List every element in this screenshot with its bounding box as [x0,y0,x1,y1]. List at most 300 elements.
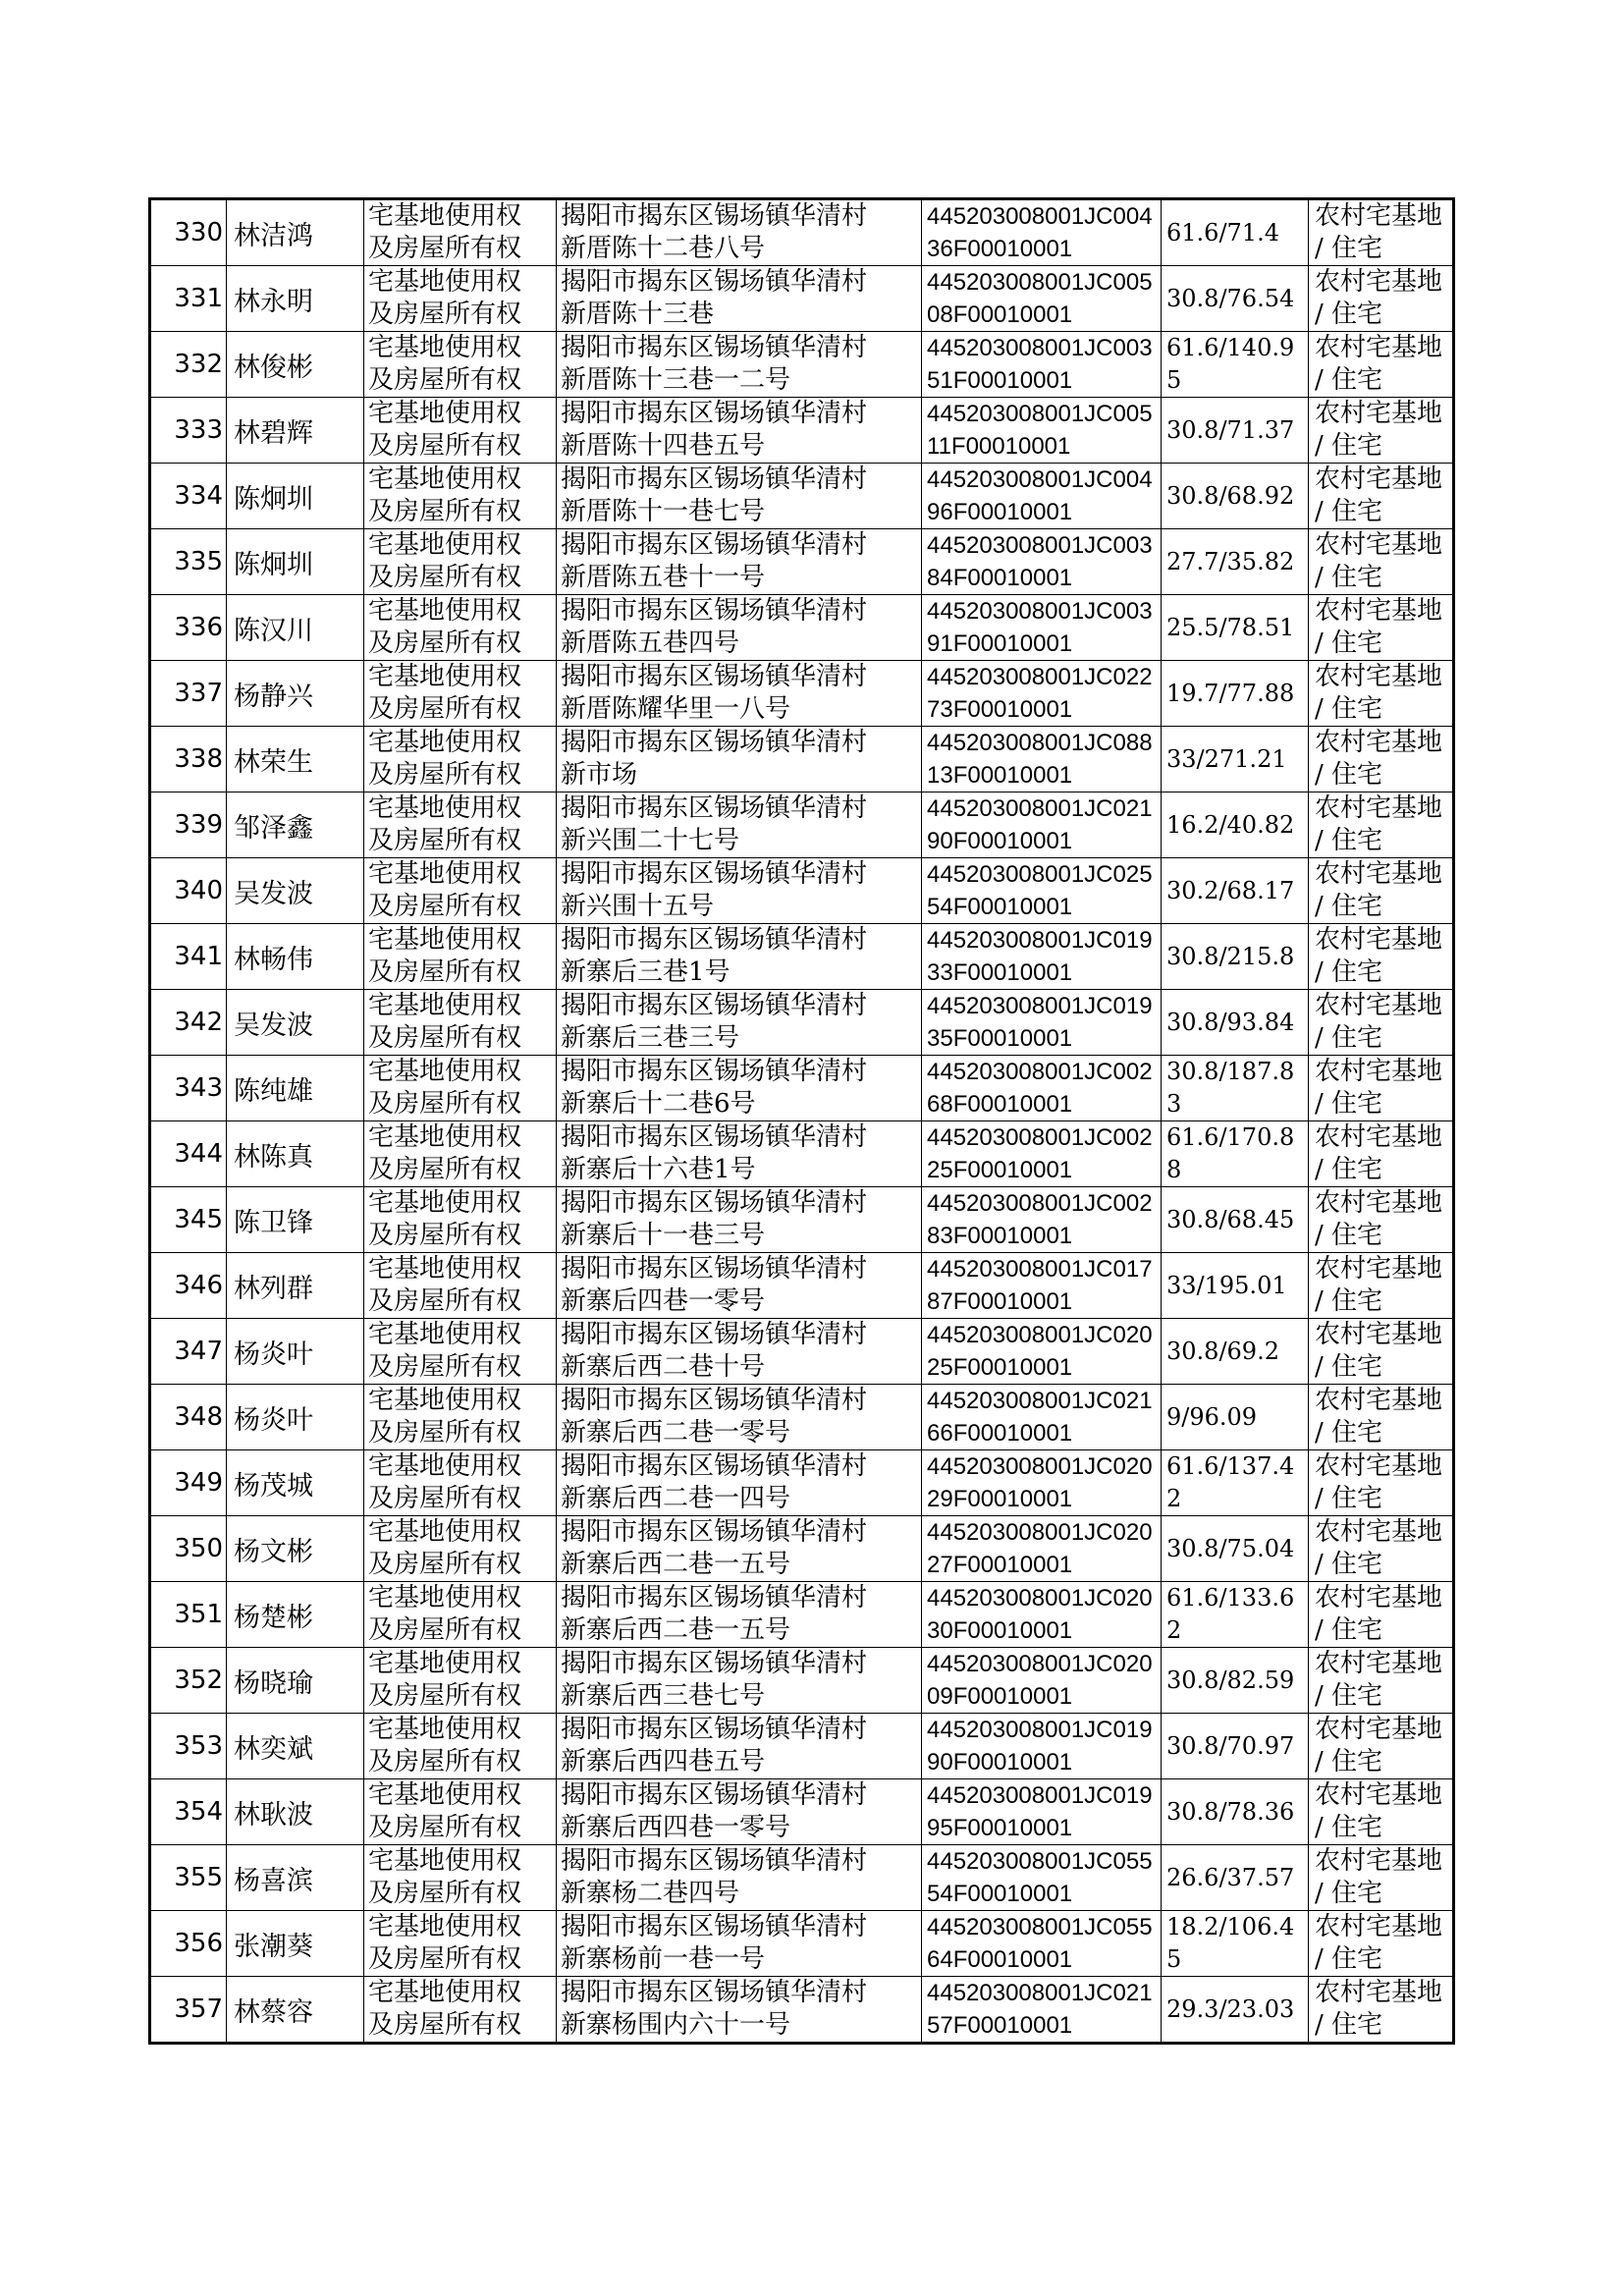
property-location [557,924,922,990]
location-line-1: 揭阳市揭东区锡场镇华清村 [561,728,868,757]
land-use-type: 农村宅基地 / 住宅 [1309,1779,1454,1845]
location-line-2: 新寨后三巷1号 [561,957,731,987]
right-type-line-2: 及房屋所有权 [368,1089,522,1119]
area-value: 61.6/137.42 [1162,1450,1309,1516]
unit-code: 445203008001JC00496F00010001 [922,464,1162,529]
table-row [150,266,1454,332]
row-number: 346 [150,1253,227,1319]
right-type-line-1: 宅基地使用权 [368,596,522,626]
right-type [364,199,557,266]
right-type-line-1: 宅基地使用权 [368,662,522,691]
right-type-line-1: 宅基地使用权 [368,1715,522,1744]
owner-name: 杨楚彬 [227,1582,364,1648]
owner-name: 林荣生 [227,727,364,792]
table-row [150,398,1454,464]
location-line-1: 揭阳市揭东区锡场镇华清村 [561,464,868,494]
location-line-1: 揭阳市揭东区锡场镇华清村 [561,1715,868,1744]
right-type-line-2: 及房屋所有权 [368,1155,522,1184]
area-value: 29.3/23.03 [1162,1977,1309,2044]
unit-code: 445203008001JC02025F00010001 [922,1319,1162,1385]
property-location [557,1779,922,1845]
owner-name: 林俊彬 [227,332,364,398]
right-type-line-2: 及房屋所有权 [368,1286,522,1316]
right-type-line-2: 及房屋所有权 [368,1023,522,1053]
right-type [364,1056,557,1121]
owner-name: 杨喜滨 [227,1845,364,1911]
right-type-line-1: 宅基地使用权 [368,201,522,231]
land-use-type: 农村宅基地 / 住宅 [1309,1516,1454,1582]
right-type [364,990,557,1056]
row-number: 356 [150,1911,227,1977]
area-value: 33/271.21 [1162,727,1309,792]
row-number: 349 [150,1450,227,1516]
area-value: 30.8/68.92 [1162,464,1309,529]
right-type-line-2: 及房屋所有权 [368,760,522,790]
property-location [557,858,922,924]
land-use-type: 农村宅基地 / 住宅 [1309,1845,1454,1911]
table-row [150,1056,1454,1121]
right-type-line-2: 及房屋所有权 [368,497,522,526]
location-line-1: 揭阳市揭东区锡场镇华清村 [561,530,868,560]
right-type-line-1: 宅基地使用权 [368,333,522,362]
location-line-1: 揭阳市揭东区锡场镇华清村 [561,1517,868,1547]
property-location [557,990,922,1056]
owner-name: 林永明 [227,266,364,332]
location-line-2: 新寨后西四巷一零号 [561,1813,791,1842]
right-type-line-1: 宅基地使用权 [368,1912,522,1941]
location-line-2: 新厝陈十三巷一二号 [561,365,791,395]
table-row [150,858,1454,924]
land-use-type: 农村宅基地 / 住宅 [1309,1714,1454,1779]
right-type [364,332,557,398]
location-line-1: 揭阳市揭东区锡场镇华清村 [561,1978,868,2007]
location-line-1: 揭阳市揭东区锡场镇华清村 [561,1583,868,1612]
area-value: 30.8/93.84 [1162,990,1309,1056]
area-value: 33/195.01 [1162,1253,1309,1319]
right-type [364,1450,557,1516]
area-value: 61.6/140.95 [1162,332,1309,398]
property-location [557,1977,922,2044]
owner-name: 杨文彬 [227,1516,364,1582]
right-type-line-1: 宅基地使用权 [368,859,522,889]
area-value: 30.8/76.54 [1162,266,1309,332]
location-line-1: 揭阳市揭东区锡场镇华清村 [561,793,868,823]
location-line-1: 揭阳市揭东区锡场镇华清村 [561,1254,868,1284]
right-type [364,529,557,595]
right-type-line-1: 宅基地使用权 [368,1057,522,1086]
property-location [557,661,922,727]
right-type-line-2: 及房屋所有权 [368,1615,522,1645]
unit-code: 445203008001JC00268F00010001 [922,1056,1162,1121]
location-line-1: 揭阳市揭东区锡场镇华清村 [561,662,868,691]
right-type [364,727,557,792]
owner-name: 杨炎叶 [227,1385,364,1450]
table-row [150,1253,1454,1319]
right-type-line-2: 及房屋所有权 [368,1221,522,1250]
owner-name: 林碧辉 [227,398,364,464]
right-type [364,1977,557,2044]
table-row [150,1714,1454,1779]
right-type-line-2: 及房屋所有权 [368,563,522,592]
location-line-1: 揭阳市揭东区锡场镇华清村 [561,859,868,889]
land-use-type: 农村宅基地 / 住宅 [1309,1056,1454,1121]
table-row [150,1121,1454,1187]
location-line-2: 新寨后西三巷七号 [561,1681,766,1711]
location-line-1: 揭阳市揭东区锡场镇华清村 [561,596,868,626]
location-line-2: 新寨后十二巷6号 [561,1089,756,1119]
right-type-line-1: 宅基地使用权 [368,1846,522,1876]
land-use-type: 农村宅基地 / 住宅 [1309,1977,1454,2044]
unit-code: 445203008001JC02030F00010001 [922,1582,1162,1648]
right-type-line-1: 宅基地使用权 [368,1649,522,1678]
row-number: 342 [150,990,227,1056]
table-row [150,1779,1454,1845]
right-type-line-2: 及房屋所有权 [368,2010,522,2040]
location-line-1: 揭阳市揭东区锡场镇华清村 [561,201,868,231]
location-line-2: 新寨后西二巷十号 [561,1352,766,1382]
land-use-type: 农村宅基地 / 住宅 [1309,924,1454,990]
table-row [150,1319,1454,1385]
location-line-2: 新寨后十一巷三号 [561,1221,766,1250]
area-value: 19.7/77.88 [1162,661,1309,727]
unit-code: 445203008001JC01995F00010001 [922,1779,1162,1845]
location-line-2: 新寨后三巷三号 [561,1023,740,1053]
property-location [557,199,922,266]
right-type [364,1648,557,1714]
right-type [364,858,557,924]
row-number: 357 [150,1977,227,2044]
right-type-line-2: 及房屋所有权 [368,1944,522,1974]
unit-code: 445203008001JC00508F00010001 [922,266,1162,332]
land-use-type: 农村宅基地 / 住宅 [1309,398,1454,464]
table-row [150,1450,1454,1516]
location-line-2: 新厝陈五巷四号 [561,628,740,658]
property-register-table [148,197,1455,2045]
owner-name: 林耿波 [227,1779,364,1845]
right-type-line-2: 及房屋所有权 [368,1681,522,1711]
land-use-type: 农村宅基地 / 住宅 [1309,199,1454,266]
owner-name: 林列群 [227,1253,364,1319]
location-line-2: 新厝陈十三巷 [561,300,715,329]
land-use-type: 农村宅基地 / 住宅 [1309,1385,1454,1450]
unit-code: 445203008001JC01933F00010001 [922,924,1162,990]
area-value: 30.8/70.97 [1162,1714,1309,1779]
land-use-type: 农村宅基地 / 住宅 [1309,792,1454,858]
location-line-2: 新兴围二十七号 [561,826,740,855]
right-type [364,1516,557,1582]
land-use-type: 农村宅基地 / 住宅 [1309,1911,1454,1977]
location-line-2: 新寨后西二巷一五号 [561,1615,791,1645]
right-type-line-2: 及房屋所有权 [368,1352,522,1382]
unit-code: 445203008001JC00391F00010001 [922,595,1162,661]
register-body [150,199,1454,2044]
area-value: 30.2/68.17 [1162,858,1309,924]
right-type-line-2: 及房屋所有权 [368,431,522,461]
land-use-type: 农村宅基地 / 住宅 [1309,332,1454,398]
area-value: 25.5/78.51 [1162,595,1309,661]
location-line-1: 揭阳市揭东区锡场镇华清村 [561,1122,868,1152]
location-line-2: 新寨后西二巷一四号 [561,1484,791,1513]
owner-name: 陈炯圳 [227,464,364,529]
right-type-line-2: 及房屋所有权 [368,957,522,987]
right-type-line-1: 宅基地使用权 [368,1978,522,2007]
area-value: 30.8/68.45 [1162,1187,1309,1253]
location-line-2: 新兴围十五号 [561,892,715,921]
owner-name: 杨炎叶 [227,1319,364,1385]
right-type-line-2: 及房屋所有权 [368,234,522,263]
right-type-line-1: 宅基地使用权 [368,1188,522,1218]
property-location [557,1056,922,1121]
table-row [150,792,1454,858]
unit-code: 445203008001JC01990F00010001 [922,1714,1162,1779]
property-location [557,529,922,595]
property-location [557,1253,922,1319]
right-type [364,1253,557,1319]
owner-name: 陈汉川 [227,595,364,661]
table-row [150,1911,1454,1977]
owner-name: 林畅伟 [227,924,364,990]
right-type-line-1: 宅基地使用权 [368,925,522,955]
unit-code: 445203008001JC08813F00010001 [922,727,1162,792]
row-number: 332 [150,332,227,398]
land-use-type: 农村宅基地 / 住宅 [1309,858,1454,924]
location-line-1: 揭阳市揭东区锡场镇华清村 [561,1386,868,1415]
property-location [557,1582,922,1648]
right-type-line-2: 及房屋所有权 [368,628,522,658]
right-type-line-2: 及房屋所有权 [368,826,522,855]
right-type [364,1385,557,1450]
area-value: 26.6/37.57 [1162,1845,1309,1911]
location-line-2: 新寨后西四巷五号 [561,1747,766,1776]
table-row [150,1648,1454,1714]
owner-name: 林奕斌 [227,1714,364,1779]
row-number: 333 [150,398,227,464]
location-line-2: 新厝陈十一巷七号 [561,497,766,526]
right-type [364,595,557,661]
row-number: 339 [150,792,227,858]
row-number: 355 [150,1845,227,1911]
location-line-2: 新厝陈五巷十一号 [561,563,766,592]
unit-code: 445203008001JC00283F00010001 [922,1187,1162,1253]
right-type-line-1: 宅基地使用权 [368,793,522,823]
land-use-type: 农村宅基地 / 住宅 [1309,1121,1454,1187]
right-type-line-1: 宅基地使用权 [368,267,522,297]
unit-code: 445203008001JC05554F00010001 [922,1845,1162,1911]
land-use-type: 农村宅基地 / 住宅 [1309,266,1454,332]
unit-code: 445203008001JC02029F00010001 [922,1450,1162,1516]
area-value: 30.8/82.59 [1162,1648,1309,1714]
table-row [150,1385,1454,1450]
unit-code: 445203008001JC02157F00010001 [922,1977,1162,2044]
area-value: 30.8/71.37 [1162,398,1309,464]
right-type-line-1: 宅基地使用权 [368,1517,522,1547]
land-use-type: 农村宅基地 / 住宅 [1309,727,1454,792]
table-row [150,1187,1454,1253]
location-line-1: 揭阳市揭东区锡场镇华清村 [561,1320,868,1349]
unit-code: 445203008001JC02009F00010001 [922,1648,1162,1714]
row-number: 336 [150,595,227,661]
area-value: 18.2/106.45 [1162,1911,1309,1977]
row-number: 331 [150,266,227,332]
right-type [364,1582,557,1648]
location-line-1: 揭阳市揭东区锡场镇华清村 [561,1780,868,1810]
unit-code: 445203008001JC00511F00010001 [922,398,1162,464]
property-location [557,1845,922,1911]
row-number: 353 [150,1714,227,1779]
row-number: 335 [150,529,227,595]
right-type [364,464,557,529]
row-number: 350 [150,1516,227,1582]
right-type-line-2: 及房屋所有权 [368,1484,522,1513]
table-row [150,199,1454,266]
right-type-line-2: 及房屋所有权 [368,365,522,395]
right-type-line-1: 宅基地使用权 [368,1254,522,1284]
area-value: 9/96.09 [1162,1385,1309,1450]
area-value: 61.6/133.62 [1162,1582,1309,1648]
property-location [557,1450,922,1516]
property-location [557,1516,922,1582]
location-line-2: 新寨杨二巷四号 [561,1879,740,1908]
row-number: 340 [150,858,227,924]
location-line-1: 揭阳市揭东区锡场镇华清村 [561,925,868,955]
owner-name: 杨晓瑜 [227,1648,364,1714]
row-number: 351 [150,1582,227,1648]
owner-name: 吴发波 [227,990,364,1056]
right-type [364,266,557,332]
owner-name: 陈卫锋 [227,1187,364,1253]
land-use-type: 农村宅基地 / 住宅 [1309,1648,1454,1714]
location-line-2: 新厝陈耀华里一八号 [561,694,791,724]
owner-name: 陈炯圳 [227,529,364,595]
location-line-2: 新寨杨围内六十一号 [561,2010,791,2040]
owner-name: 陈纯雄 [227,1056,364,1121]
location-line-2: 新市场 [561,760,638,790]
table-row [150,924,1454,990]
row-number: 330 [150,199,227,266]
area-value: 30.8/75.04 [1162,1516,1309,1582]
right-type [364,398,557,464]
area-value: 27.7/35.82 [1162,529,1309,595]
row-number: 347 [150,1319,227,1385]
unit-code: 445203008001JC01787F00010001 [922,1253,1162,1319]
right-type [364,1121,557,1187]
property-location [557,792,922,858]
property-location [557,1121,922,1187]
right-type-line-1: 宅基地使用权 [368,464,522,494]
location-line-1: 揭阳市揭东区锡场镇华清村 [561,399,868,428]
right-type-line-1: 宅基地使用权 [368,1386,522,1415]
location-line-2: 新寨后西二巷一五号 [561,1550,791,1579]
owner-name: 林洁鸿 [227,199,364,266]
table-row [150,1845,1454,1911]
property-location [557,266,922,332]
location-line-2: 新寨后十六巷1号 [561,1155,756,1184]
land-use-type: 农村宅基地 / 住宅 [1309,990,1454,1056]
location-line-1: 揭阳市揭东区锡场镇华清村 [561,1451,868,1481]
area-value: 30.8/187.83 [1162,1056,1309,1121]
unit-code: 445203008001JC00436F00010001 [922,199,1162,266]
right-type-line-1: 宅基地使用权 [368,1583,522,1612]
row-number: 343 [150,1056,227,1121]
property-location [557,1648,922,1714]
row-number: 344 [150,1121,227,1187]
location-line-2: 新厝陈十二巷八号 [561,234,766,263]
location-line-2: 新寨杨前一巷一号 [561,1944,766,1974]
land-use-type: 农村宅基地 / 住宅 [1309,1450,1454,1516]
location-line-1: 揭阳市揭东区锡场镇华清村 [561,1912,868,1941]
table-row [150,332,1454,398]
property-location [557,1714,922,1779]
table-row [150,1516,1454,1582]
table-row [150,595,1454,661]
land-use-type: 农村宅基地 / 住宅 [1309,464,1454,529]
right-type [364,792,557,858]
property-location [557,398,922,464]
location-line-1: 揭阳市揭东区锡场镇华清村 [561,267,868,297]
location-line-1: 揭阳市揭东区锡场镇华清村 [561,991,868,1020]
property-location [557,464,922,529]
land-use-type: 农村宅基地 / 住宅 [1309,1253,1454,1319]
land-use-type: 农村宅基地 / 住宅 [1309,1187,1454,1253]
unit-code: 445203008001JC00351F00010001 [922,332,1162,398]
unit-code: 445203008001JC00384F00010001 [922,529,1162,595]
unit-code: 445203008001JC02554F00010001 [922,858,1162,924]
unit-code: 445203008001JC02166F00010001 [922,1385,1162,1450]
row-number: 334 [150,464,227,529]
location-line-2: 新厝陈十四巷五号 [561,431,766,461]
unit-code: 445203008001JC02027F00010001 [922,1516,1162,1582]
right-type [364,1319,557,1385]
property-location [557,332,922,398]
table-row [150,529,1454,595]
area-value: 61.6/71.4 [1162,199,1309,266]
row-number: 354 [150,1779,227,1845]
owner-name: 张潮葵 [227,1911,364,1977]
property-location [557,595,922,661]
right-type-line-2: 及房屋所有权 [368,1747,522,1776]
owner-name: 邹泽鑫 [227,792,364,858]
right-type-line-2: 及房屋所有权 [368,1813,522,1842]
right-type-line-1: 宅基地使用权 [368,728,522,757]
area-value: 61.6/170.88 [1162,1121,1309,1187]
right-type-line-1: 宅基地使用权 [368,399,522,428]
right-type-line-1: 宅基地使用权 [368,1780,522,1810]
right-type-line-2: 及房屋所有权 [368,892,522,921]
property-location [557,1187,922,1253]
right-type [364,1714,557,1779]
row-number: 338 [150,727,227,792]
unit-code: 445203008001JC02190F00010001 [922,792,1162,858]
unit-code: 445203008001JC01935F00010001 [922,990,1162,1056]
right-type-line-2: 及房屋所有权 [368,1418,522,1448]
location-line-1: 揭阳市揭东区锡场镇华清村 [561,1846,868,1876]
land-use-type: 农村宅基地 / 住宅 [1309,529,1454,595]
property-location [557,1385,922,1450]
table-row [150,1977,1454,2044]
location-line-1: 揭阳市揭东区锡场镇华清村 [561,1649,868,1678]
right-type-line-1: 宅基地使用权 [368,1320,522,1349]
table-row [150,990,1454,1056]
property-location [557,1911,922,1977]
owner-name: 杨茂城 [227,1450,364,1516]
area-value: 30.8/78.36 [1162,1779,1309,1845]
owner-name: 杨静兴 [227,661,364,727]
table-row [150,661,1454,727]
right-type [364,1779,557,1845]
land-use-type: 农村宅基地 / 住宅 [1309,1582,1454,1648]
right-type [364,1845,557,1911]
right-type-line-1: 宅基地使用权 [368,1451,522,1481]
